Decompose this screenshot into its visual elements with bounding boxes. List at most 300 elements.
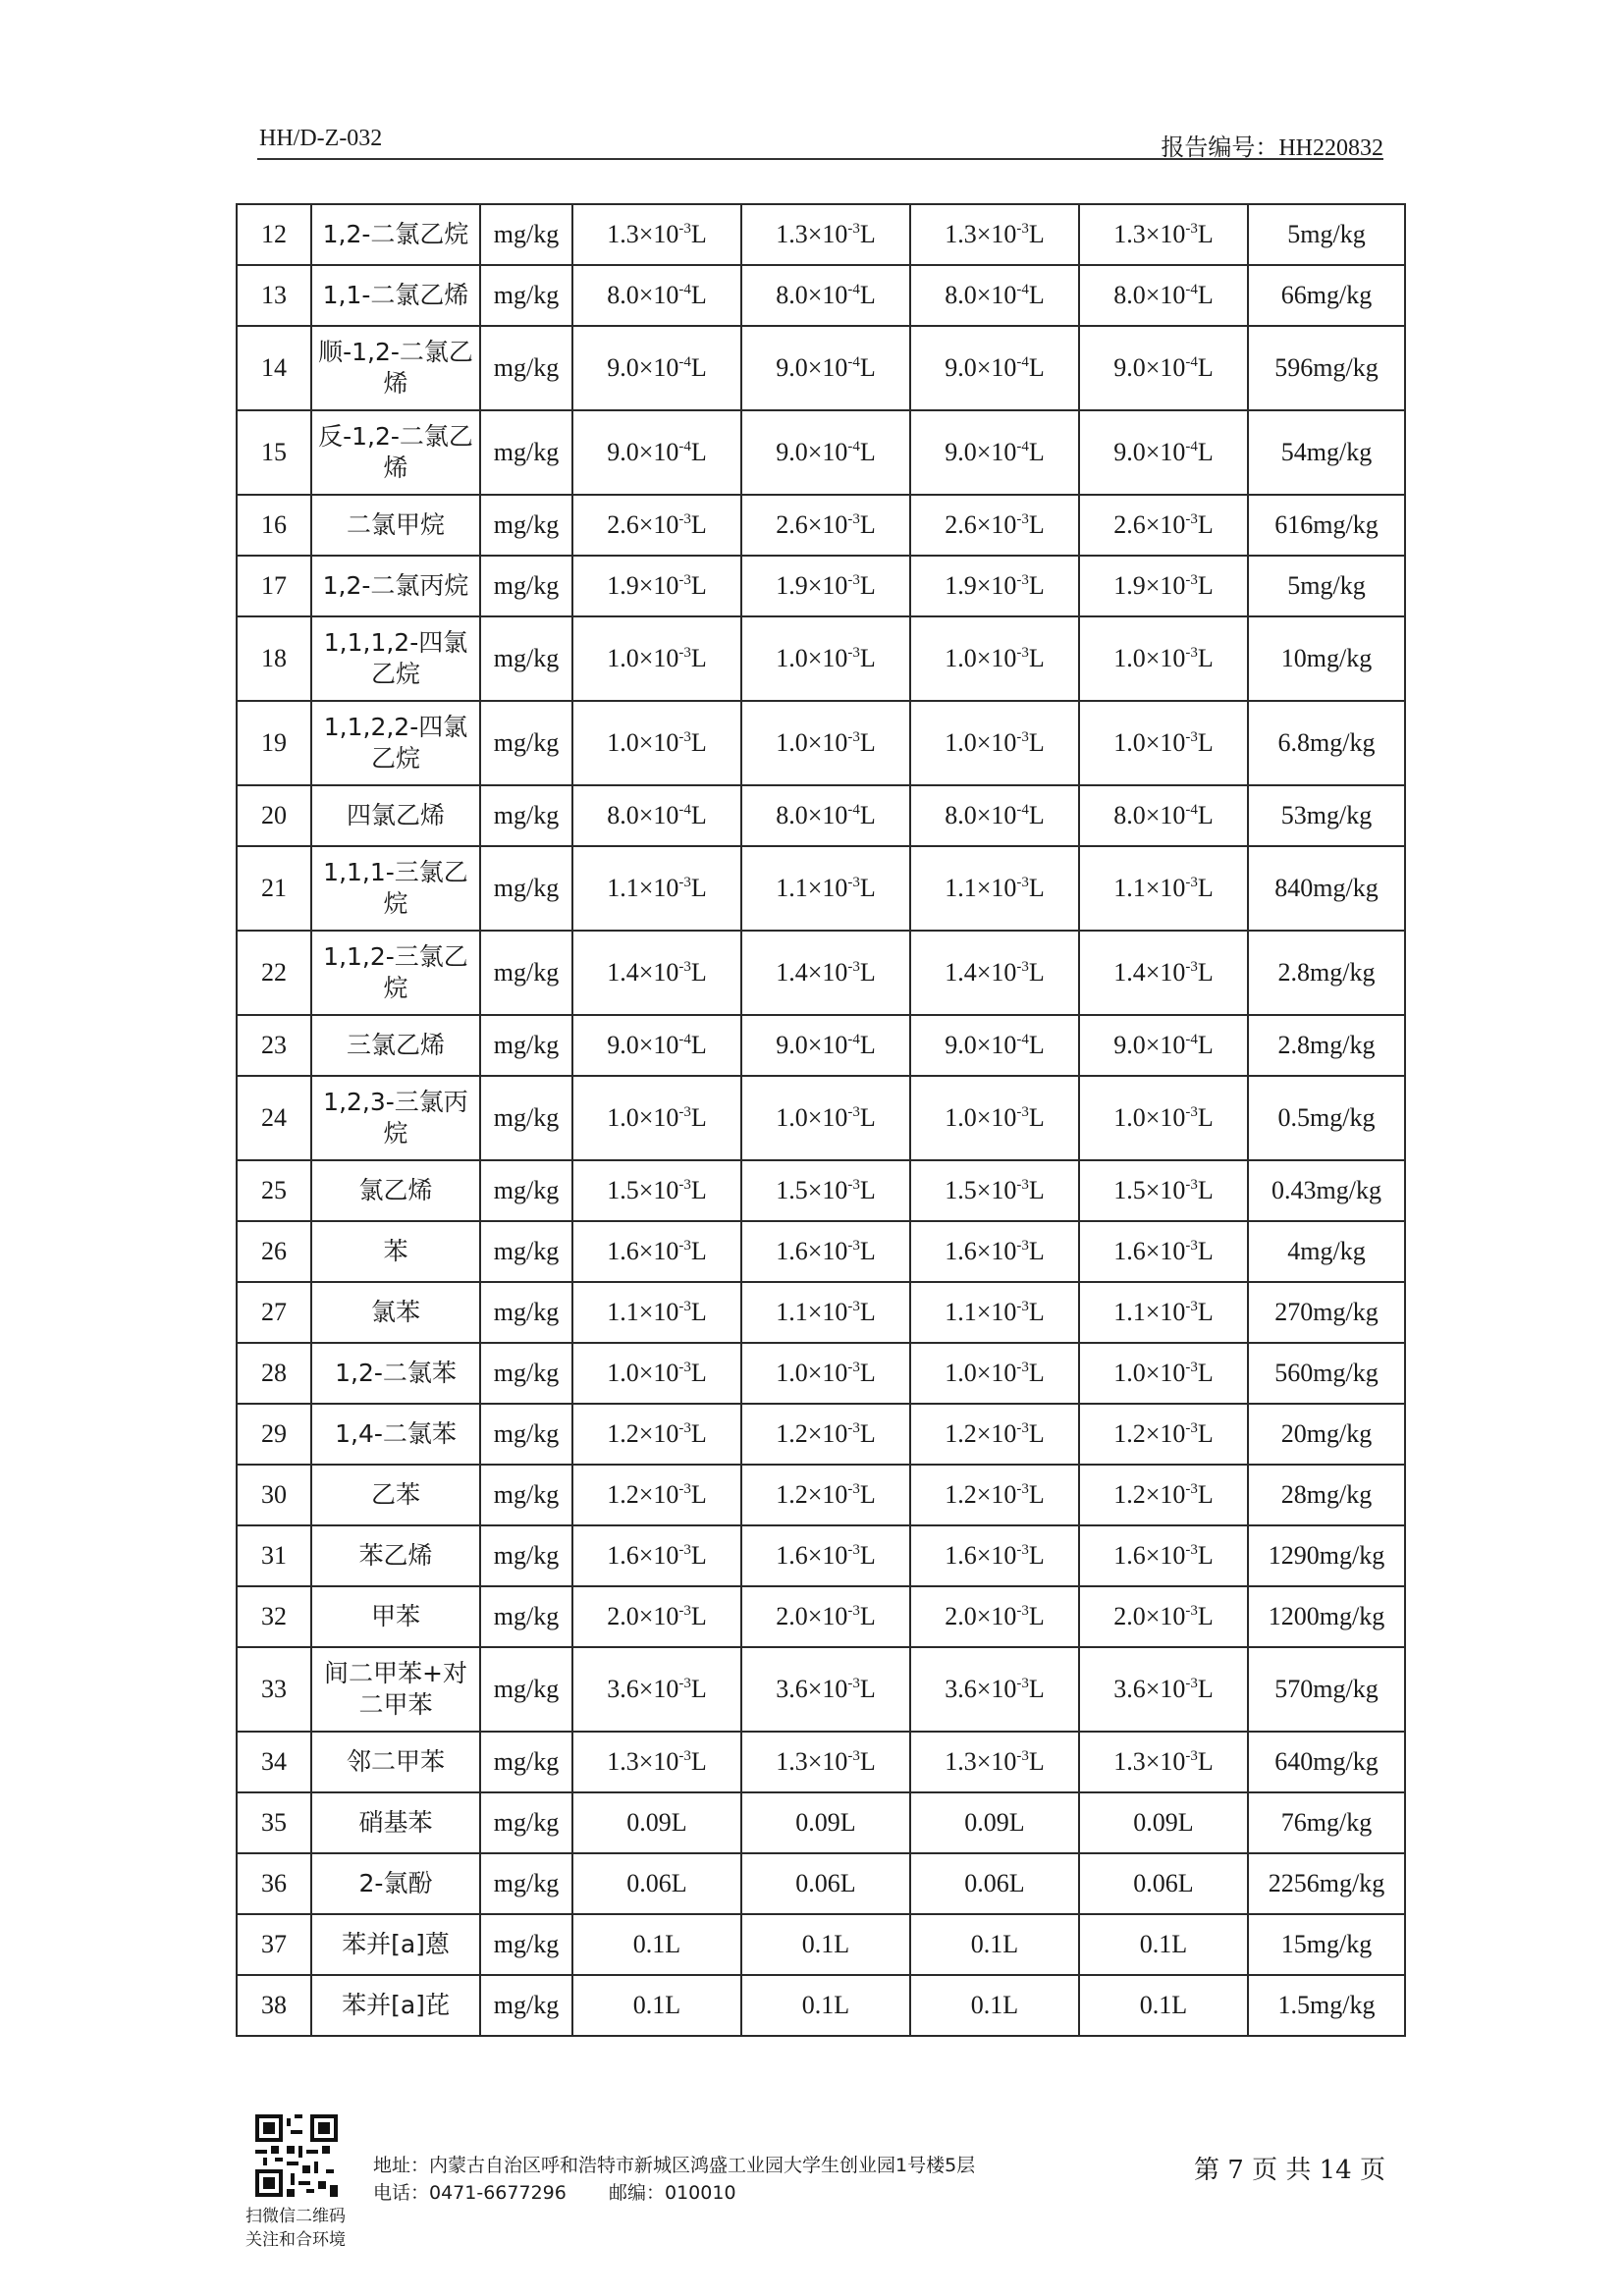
- times-ten: ×10: [638, 874, 679, 902]
- table-row: [237, 1792, 1405, 1853]
- result-mantissa: 9.0: [776, 438, 808, 466]
- times-ten: ×10: [638, 1103, 679, 1132]
- times-ten: ×10: [638, 1419, 679, 1448]
- below-limit-flag: L: [690, 281, 707, 309]
- result-value: 0.1L: [910, 1914, 1079, 1975]
- result-mantissa: 1.3: [1113, 1747, 1146, 1776]
- result-exponent: -3: [1016, 1238, 1029, 1254]
- result-mantissa: 1.0: [945, 1103, 977, 1132]
- result-mantissa: 8.0: [607, 801, 639, 829]
- table-row: [237, 1525, 1405, 1586]
- result-value: [910, 1465, 1079, 1525]
- qr-caption-line1: 扫微信二维码: [245, 2207, 346, 2226]
- below-limit-flag: L: [1028, 220, 1045, 248]
- screening-limit: 54mg/kg: [1248, 410, 1405, 495]
- result-value: [572, 616, 741, 701]
- below-limit-flag: L: [1197, 728, 1214, 757]
- row-number: 34: [237, 1732, 311, 1792]
- below-limit-flag: L: [859, 1176, 876, 1204]
- result-mantissa: 9.0: [945, 353, 977, 382]
- result-mantissa: 1.6: [776, 1541, 808, 1570]
- compound-name: 1,2-二氯苯: [311, 1343, 480, 1404]
- below-limit-flag: L: [690, 353, 707, 382]
- result-mantissa: 1.1: [776, 874, 808, 902]
- result-exponent: -3: [678, 1603, 691, 1619]
- times-ten: ×10: [1145, 1480, 1186, 1509]
- times-ten: ×10: [1145, 1602, 1186, 1630]
- result-exponent: -4: [1185, 439, 1198, 454]
- below-limit-flag: L: [859, 510, 876, 539]
- result-value: [741, 701, 910, 785]
- times-ten: ×10: [1145, 1176, 1186, 1204]
- result-mantissa: 1.4: [945, 958, 977, 987]
- below-limit-flag: L: [690, 220, 707, 248]
- result-mantissa: 1.6: [607, 1541, 639, 1570]
- result-value: [910, 1343, 1079, 1404]
- result-exponent: -3: [678, 221, 691, 237]
- result-value: 0.06L: [741, 1853, 910, 1914]
- result-value: [572, 931, 741, 1015]
- compound-name: 甲苯: [311, 1586, 480, 1647]
- compound-name: 苯并[a]芘: [311, 1975, 480, 2036]
- times-ten: ×10: [638, 728, 679, 757]
- row-number: 18: [237, 616, 311, 701]
- screening-limit: 20mg/kg: [1248, 1404, 1405, 1465]
- below-limit-flag: L: [859, 958, 876, 987]
- times-ten: ×10: [807, 1237, 848, 1265]
- result-value: [1079, 701, 1248, 785]
- result-value: [910, 1076, 1079, 1160]
- below-limit-flag: L: [859, 1103, 876, 1132]
- result-value: [910, 701, 1079, 785]
- result-value: [910, 1586, 1079, 1647]
- result-exponent: -3: [1016, 221, 1029, 237]
- result-value: [910, 1015, 1079, 1076]
- result-exponent: -3: [1185, 511, 1198, 527]
- result-mantissa: 2.0: [1113, 1602, 1146, 1630]
- result-mantissa: 2.6: [607, 510, 639, 539]
- result-exponent: -3: [1016, 1481, 1029, 1497]
- below-limit-flag: L: [859, 1541, 876, 1570]
- compound-name: 1,2,3-三氯丙烷: [311, 1076, 480, 1160]
- times-ten: ×10: [1145, 510, 1186, 539]
- result-mantissa: 1.0: [1113, 728, 1146, 757]
- result-value: [910, 1221, 1079, 1282]
- table-row: [237, 1221, 1405, 1282]
- result-exponent: -3: [678, 729, 691, 745]
- result-exponent: -3: [1016, 1360, 1029, 1375]
- result-exponent: -3: [1016, 959, 1029, 975]
- below-limit-flag: L: [690, 438, 707, 466]
- below-limit-flag: L: [690, 1480, 707, 1509]
- result-value: [1079, 326, 1248, 410]
- result-mantissa: 1.0: [1113, 644, 1146, 672]
- result-mantissa: 1.1: [776, 1298, 808, 1326]
- below-limit-flag: L: [690, 1298, 707, 1326]
- result-value: [1079, 1076, 1248, 1160]
- result-mantissa: 1.5: [607, 1176, 639, 1204]
- below-limit-flag: L: [859, 1747, 876, 1776]
- times-ten: ×10: [976, 1176, 1017, 1204]
- times-ten: ×10: [807, 1602, 848, 1630]
- result-exponent: -4: [1185, 1032, 1198, 1047]
- result-value: [741, 1647, 910, 1732]
- result-mantissa: 9.0: [1113, 1031, 1146, 1059]
- below-limit-flag: L: [859, 1298, 876, 1326]
- times-ten: ×10: [976, 1602, 1017, 1630]
- below-limit-flag: L: [859, 571, 876, 600]
- below-limit-flag: L: [1197, 644, 1214, 672]
- row-number: 19: [237, 701, 311, 785]
- times-ten: ×10: [638, 510, 679, 539]
- screening-limit: 2.8mg/kg: [1248, 1015, 1405, 1076]
- result-mantissa: 1.2: [607, 1419, 639, 1448]
- below-limit-flag: L: [690, 644, 707, 672]
- result-value: 0.06L: [1079, 1853, 1248, 1914]
- below-limit-flag: L: [690, 571, 707, 600]
- table-row: [237, 1914, 1405, 1975]
- result-value: [910, 846, 1079, 931]
- screening-limit: 53mg/kg: [1248, 785, 1405, 846]
- result-mantissa: 1.1: [607, 874, 639, 902]
- screening-limit: 5mg/kg: [1248, 556, 1405, 616]
- result-value: [741, 1404, 910, 1465]
- times-ten: ×10: [976, 1747, 1017, 1776]
- screening-limit: 616mg/kg: [1248, 495, 1405, 556]
- result-mantissa: 2.6: [945, 510, 977, 539]
- result-value: [572, 495, 741, 556]
- times-ten: ×10: [638, 1298, 679, 1326]
- result-value: [572, 1465, 741, 1525]
- times-ten: ×10: [807, 728, 848, 757]
- table-row: [237, 1647, 1405, 1732]
- result-value: [572, 1647, 741, 1732]
- result-exponent: -3: [678, 572, 691, 588]
- below-limit-flag: L: [1028, 958, 1045, 987]
- table-row: [237, 1343, 1405, 1404]
- times-ten: ×10: [976, 438, 1017, 466]
- screening-limit: 4mg/kg: [1248, 1221, 1405, 1282]
- header-report-number: 报告编号：HH220832: [1161, 135, 1383, 161]
- times-ten: ×10: [976, 958, 1017, 987]
- below-limit-flag: L: [1028, 281, 1045, 309]
- result-exponent: -3: [847, 1542, 860, 1558]
- result-mantissa: 1.5: [1113, 1176, 1146, 1204]
- times-ten: ×10: [976, 1541, 1017, 1570]
- result-mantissa: 1.3: [945, 1747, 977, 1776]
- result-exponent: -4: [847, 1032, 860, 1047]
- below-limit-flag: L: [1028, 353, 1045, 382]
- result-value: [1079, 265, 1248, 326]
- below-limit-flag: L: [859, 353, 876, 382]
- below-limit-flag: L: [1028, 1541, 1045, 1570]
- screening-limit: 15mg/kg: [1248, 1914, 1405, 1975]
- times-ten: ×10: [976, 1419, 1017, 1448]
- below-limit-flag: L: [859, 874, 876, 902]
- result-mantissa: 1.1: [945, 1298, 977, 1326]
- result-mantissa: 3.6: [945, 1675, 977, 1703]
- compound-name: 顺-1,2-二氯乙烯: [311, 326, 480, 410]
- result-mantissa: 1.2: [1113, 1480, 1146, 1509]
- below-limit-flag: L: [859, 1480, 876, 1509]
- result-exponent: -3: [678, 1299, 691, 1314]
- table-row: [237, 1975, 1405, 2036]
- result-mantissa: 1.4: [607, 958, 639, 987]
- compound-name: 1,2-二氯丙烷: [311, 556, 480, 616]
- compound-name: 1,1,2,2-四氯乙烷: [311, 701, 480, 785]
- result-value: [910, 931, 1079, 1015]
- result-exponent: -3: [847, 1420, 860, 1436]
- below-limit-flag: L: [690, 1176, 707, 1204]
- result-value: 0.1L: [572, 1914, 741, 1975]
- result-value: [910, 556, 1079, 616]
- row-number: 21: [237, 846, 311, 931]
- result-value: [1079, 410, 1248, 495]
- table-row: [237, 701, 1405, 785]
- result-value: [910, 1647, 1079, 1732]
- times-ten: ×10: [976, 1675, 1017, 1703]
- result-mantissa: 2.0: [776, 1602, 808, 1630]
- times-ten: ×10: [638, 1480, 679, 1509]
- result-mantissa: 2.0: [607, 1602, 639, 1630]
- table-row: [237, 265, 1405, 326]
- below-limit-flag: L: [1028, 644, 1045, 672]
- result-exponent: -3: [1185, 729, 1198, 745]
- times-ten: ×10: [807, 1675, 848, 1703]
- below-limit-flag: L: [1028, 1480, 1045, 1509]
- result-mantissa: 1.6: [776, 1237, 808, 1265]
- row-number: 29: [237, 1404, 311, 1465]
- result-mantissa: 1.2: [945, 1419, 977, 1448]
- result-mantissa: 1.0: [776, 728, 808, 757]
- table-row: [237, 1160, 1405, 1221]
- result-value: [1079, 1282, 1248, 1343]
- result-exponent: -3: [1185, 1299, 1198, 1314]
- result-mantissa: 1.9: [607, 571, 639, 600]
- times-ten: ×10: [976, 874, 1017, 902]
- result-mantissa: 1.2: [776, 1480, 808, 1509]
- times-ten: ×10: [976, 220, 1017, 248]
- below-limit-flag: L: [1197, 1675, 1214, 1703]
- times-ten: ×10: [1145, 644, 1186, 672]
- result-value: [1079, 846, 1248, 931]
- result-mantissa: 1.2: [776, 1419, 808, 1448]
- row-number: 13: [237, 265, 311, 326]
- below-limit-flag: L: [1028, 1031, 1045, 1059]
- result-mantissa: 1.5: [776, 1176, 808, 1204]
- result-value: 0.1L: [1079, 1914, 1248, 1975]
- result-mantissa: 1.6: [1113, 1541, 1146, 1570]
- result-mantissa: 1.3: [607, 1747, 639, 1776]
- result-exponent: -3: [1185, 1104, 1198, 1120]
- times-ten: ×10: [807, 571, 848, 600]
- result-mantissa: 1.0: [776, 644, 808, 672]
- result-exponent: -3: [1185, 1360, 1198, 1375]
- result-mantissa: 1.0: [607, 1103, 639, 1132]
- result-value: [910, 495, 1079, 556]
- result-mantissa: 1.0: [607, 728, 639, 757]
- result-exponent: -4: [1016, 354, 1029, 370]
- result-mantissa: 1.6: [607, 1237, 639, 1265]
- times-ten: ×10: [638, 1541, 679, 1570]
- times-ten: ×10: [807, 1103, 848, 1132]
- screening-limit: 66mg/kg: [1248, 265, 1405, 326]
- screening-limit: 10mg/kg: [1248, 616, 1405, 701]
- times-ten: ×10: [976, 1480, 1017, 1509]
- result-value: [741, 1160, 910, 1221]
- below-limit-flag: L: [1028, 438, 1045, 466]
- result-mantissa: 1.2: [1113, 1419, 1146, 1448]
- row-number: 32: [237, 1586, 311, 1647]
- table-row: [237, 556, 1405, 616]
- row-number: 24: [237, 1076, 311, 1160]
- result-exponent: -3: [847, 572, 860, 588]
- row-number: 23: [237, 1015, 311, 1076]
- result-mantissa: 9.0: [607, 438, 639, 466]
- result-mantissa: 8.0: [1113, 281, 1146, 309]
- below-limit-flag: L: [690, 801, 707, 829]
- result-exponent: -4: [1016, 282, 1029, 297]
- result-value: [572, 265, 741, 326]
- times-ten: ×10: [1145, 801, 1186, 829]
- row-number: 36: [237, 1853, 311, 1914]
- times-ten: ×10: [1145, 1359, 1186, 1387]
- wechat-qr-code: [255, 2114, 338, 2197]
- result-value: [741, 616, 910, 701]
- table-row: [237, 326, 1405, 410]
- unit-cell: mg/kg: [480, 1015, 572, 1076]
- below-limit-flag: L: [690, 1675, 707, 1703]
- result-mantissa: 1.3: [607, 220, 639, 248]
- result-exponent: -3: [678, 1748, 691, 1764]
- screening-limit: 570mg/kg: [1248, 1647, 1405, 1732]
- times-ten: ×10: [807, 438, 848, 466]
- result-value: [1079, 1221, 1248, 1282]
- result-exponent: -3: [1185, 1177, 1198, 1193]
- result-value: 0.09L: [572, 1792, 741, 1853]
- below-limit-flag: L: [690, 1031, 707, 1059]
- result-mantissa: 1.6: [945, 1541, 977, 1570]
- result-value: [1079, 1343, 1248, 1404]
- result-mantissa: 1.0: [776, 1103, 808, 1132]
- result-exponent: -3: [678, 645, 691, 661]
- unit-cell: mg/kg: [480, 1404, 572, 1465]
- row-number: 12: [237, 204, 311, 265]
- result-exponent: -3: [678, 1238, 691, 1254]
- result-exponent: -4: [847, 282, 860, 297]
- below-limit-flag: L: [1197, 1480, 1214, 1509]
- result-value: [741, 1076, 910, 1160]
- times-ten: ×10: [1145, 438, 1186, 466]
- unit-cell: mg/kg: [480, 556, 572, 616]
- company-address: 地址：内蒙古自治区呼和浩特市新城区鸿盛工业园大学生创业园1号楼5层: [373, 2155, 976, 2176]
- below-limit-flag: L: [690, 728, 707, 757]
- unit-cell: mg/kg: [480, 1221, 572, 1282]
- times-ten: ×10: [1145, 1237, 1186, 1265]
- result-exponent: -3: [847, 645, 860, 661]
- result-mantissa: 1.1: [607, 1298, 639, 1326]
- times-ten: ×10: [638, 1359, 679, 1387]
- times-ten: ×10: [807, 1298, 848, 1326]
- below-limit-flag: L: [1197, 353, 1214, 382]
- result-mantissa: 1.5: [945, 1176, 977, 1204]
- result-exponent: -3: [1016, 1603, 1029, 1619]
- below-limit-flag: L: [1197, 1359, 1214, 1387]
- result-value: [572, 1586, 741, 1647]
- times-ten: ×10: [807, 958, 848, 987]
- result-exponent: -4: [1185, 354, 1198, 370]
- compound-name: 1,1,1,2-四氯乙烷: [311, 616, 480, 701]
- result-mantissa: 1.3: [945, 220, 977, 248]
- result-mantissa: 1.3: [776, 220, 808, 248]
- result-exponent: -3: [1185, 1481, 1198, 1497]
- result-exponent: -4: [1016, 802, 1029, 818]
- times-ten: ×10: [807, 353, 848, 382]
- times-ten: ×10: [976, 281, 1017, 309]
- below-limit-flag: L: [690, 1103, 707, 1132]
- unit-cell: mg/kg: [480, 1525, 572, 1586]
- result-value: [741, 556, 910, 616]
- table-row: [237, 616, 1405, 701]
- unit-cell: mg/kg: [480, 265, 572, 326]
- times-ten: ×10: [638, 438, 679, 466]
- screening-limit: 1.5mg/kg: [1248, 1975, 1405, 2036]
- table-row: [237, 204, 1405, 265]
- result-exponent: -3: [1016, 1177, 1029, 1193]
- compound-name: 1,1-二氯乙烯: [311, 265, 480, 326]
- result-value: [741, 1732, 910, 1792]
- below-limit-flag: L: [859, 281, 876, 309]
- result-exponent: -3: [1016, 1104, 1029, 1120]
- result-value: 0.06L: [910, 1853, 1079, 1914]
- result-exponent: -3: [678, 1676, 691, 1691]
- result-value: 0.09L: [741, 1792, 910, 1853]
- result-value: [1079, 785, 1248, 846]
- below-limit-flag: L: [1028, 1675, 1045, 1703]
- result-mantissa: 1.4: [776, 958, 808, 987]
- times-ten: ×10: [807, 1747, 848, 1776]
- result-mantissa: 9.0: [1113, 438, 1146, 466]
- screening-limit: 76mg/kg: [1248, 1792, 1405, 1853]
- below-limit-flag: L: [859, 1675, 876, 1703]
- below-limit-flag: L: [1197, 1031, 1214, 1059]
- unit-cell: mg/kg: [480, 1975, 572, 2036]
- below-limit-flag: L: [690, 874, 707, 902]
- result-value: [1079, 1647, 1248, 1732]
- times-ten: ×10: [638, 571, 679, 600]
- result-mantissa: 1.3: [1113, 220, 1146, 248]
- row-number: 38: [237, 1975, 311, 2036]
- times-ten: ×10: [1145, 1747, 1186, 1776]
- row-number: 37: [237, 1914, 311, 1975]
- result-value: [741, 846, 910, 931]
- below-limit-flag: L: [859, 220, 876, 248]
- result-exponent: -3: [678, 1420, 691, 1436]
- screening-limit: 640mg/kg: [1248, 1732, 1405, 1792]
- result-value: [572, 326, 741, 410]
- result-mantissa: 2.0: [945, 1602, 977, 1630]
- times-ten: ×10: [638, 281, 679, 309]
- below-limit-flag: L: [1197, 220, 1214, 248]
- unit-cell: mg/kg: [480, 616, 572, 701]
- below-limit-flag: L: [1197, 1602, 1214, 1630]
- result-value: [572, 410, 741, 495]
- times-ten: ×10: [638, 1237, 679, 1265]
- result-value: [1079, 1160, 1248, 1221]
- unit-cell: mg/kg: [480, 1160, 572, 1221]
- compound-name: 反-1,2-二氯乙烯: [311, 410, 480, 495]
- below-limit-flag: L: [1197, 958, 1214, 987]
